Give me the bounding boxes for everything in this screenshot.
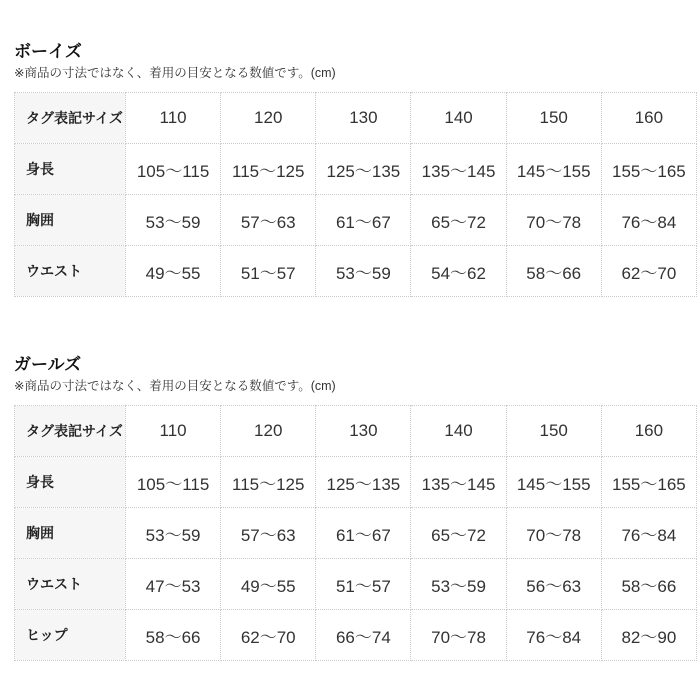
- row-label-height: 身長: [15, 457, 126, 508]
- table-cell: 70〜78: [506, 195, 601, 246]
- table-cell: 57〜63: [221, 195, 316, 246]
- table-cell: 56〜63: [506, 559, 601, 610]
- boys-section: [14, 42, 697, 297]
- size-column-header: 160: [601, 93, 696, 144]
- table-cell: 76〜84: [506, 610, 601, 661]
- table-cell: 115〜125: [221, 457, 316, 508]
- table-row: [15, 195, 697, 246]
- table-cell: 58〜66: [506, 246, 601, 297]
- row-label-chest: 胸囲: [15, 508, 126, 559]
- table-row: [15, 406, 697, 457]
- table-cell: 65〜72: [411, 508, 506, 559]
- boys-measurement-note: ※商品の寸法ではなく、着用の目安となる数値です。(cm): [14, 66, 336, 80]
- table-cell: 47〜53: [126, 559, 221, 610]
- girls-section: [14, 355, 697, 661]
- table-cell: 82〜90: [601, 610, 696, 661]
- table-row: [15, 246, 697, 297]
- table-cell: 65〜72: [411, 195, 506, 246]
- table-row: [15, 559, 697, 610]
- size-column-header: 120: [221, 406, 316, 457]
- table-row: [15, 508, 697, 559]
- table-row: [15, 610, 697, 661]
- table-cell: 53〜59: [126, 508, 221, 559]
- girls-measurement-note: ※商品の寸法ではなく、着用の目安となる数値です。(cm): [14, 379, 336, 393]
- table-cell: 53〜59: [411, 559, 506, 610]
- row-label-chest: 胸囲: [15, 195, 126, 246]
- table-cell: 51〜57: [316, 559, 411, 610]
- table-cell: 53〜59: [126, 195, 221, 246]
- table-cell: 58〜66: [601, 559, 696, 610]
- boys-size-table: [14, 92, 697, 297]
- size-column-header: 120: [221, 93, 316, 144]
- table-cell: 53〜59: [316, 246, 411, 297]
- boys-section-title: ボーイズ: [14, 42, 82, 61]
- row-label-tag-size: タグ表記サイズ: [15, 93, 126, 144]
- table-cell: 61〜67: [316, 508, 411, 559]
- size-column-header: 140: [411, 406, 506, 457]
- table-cell: 125〜135: [316, 457, 411, 508]
- table-cell: 135〜145: [411, 457, 506, 508]
- row-label-height: 身長: [15, 144, 126, 195]
- size-column-header: 150: [506, 406, 601, 457]
- row-label-tag-size: タグ表記サイズ: [15, 406, 126, 457]
- size-column-header: 110: [126, 406, 221, 457]
- size-column-header: 140: [411, 93, 506, 144]
- table-cell: 145〜155: [506, 144, 601, 195]
- table-cell: 57〜63: [221, 508, 316, 559]
- table-cell: 135〜145: [411, 144, 506, 195]
- size-column-header: 130: [316, 93, 411, 144]
- table-cell: 125〜135: [316, 144, 411, 195]
- table-cell: 155〜165: [601, 144, 696, 195]
- size-column-header: 160: [601, 406, 696, 457]
- table-cell: 155〜165: [601, 457, 696, 508]
- table-cell: 70〜78: [506, 508, 601, 559]
- table-cell: 76〜84: [601, 508, 696, 559]
- size-column-header: 150: [506, 93, 601, 144]
- table-cell: 66〜74: [316, 610, 411, 661]
- table-cell: 58〜66: [126, 610, 221, 661]
- table-cell: 105〜115: [126, 144, 221, 195]
- size-column-header: 110: [126, 93, 221, 144]
- row-label-waist: ウエスト: [15, 559, 126, 610]
- table-row: [15, 457, 697, 508]
- table-cell: 62〜70: [221, 610, 316, 661]
- table-cell: 145〜155: [506, 457, 601, 508]
- table-cell: 61〜67: [316, 195, 411, 246]
- table-cell: 115〜125: [221, 144, 316, 195]
- girls-section-title: ガールズ: [14, 355, 82, 374]
- table-cell: 105〜115: [126, 457, 221, 508]
- table-row: [15, 93, 697, 144]
- table-cell: 49〜55: [221, 559, 316, 610]
- table-cell: 54〜62: [411, 246, 506, 297]
- girls-size-table: [14, 405, 697, 661]
- row-label-waist: ウエスト: [15, 246, 126, 297]
- table-row: [15, 144, 697, 195]
- table-cell: 76〜84: [601, 195, 696, 246]
- size-column-header: 130: [316, 406, 411, 457]
- table-cell: 62〜70: [601, 246, 696, 297]
- table-cell: 51〜57: [221, 246, 316, 297]
- row-label-hip: ヒップ: [15, 610, 126, 661]
- table-cell: 49〜55: [126, 246, 221, 297]
- table-cell: 70〜78: [411, 610, 506, 661]
